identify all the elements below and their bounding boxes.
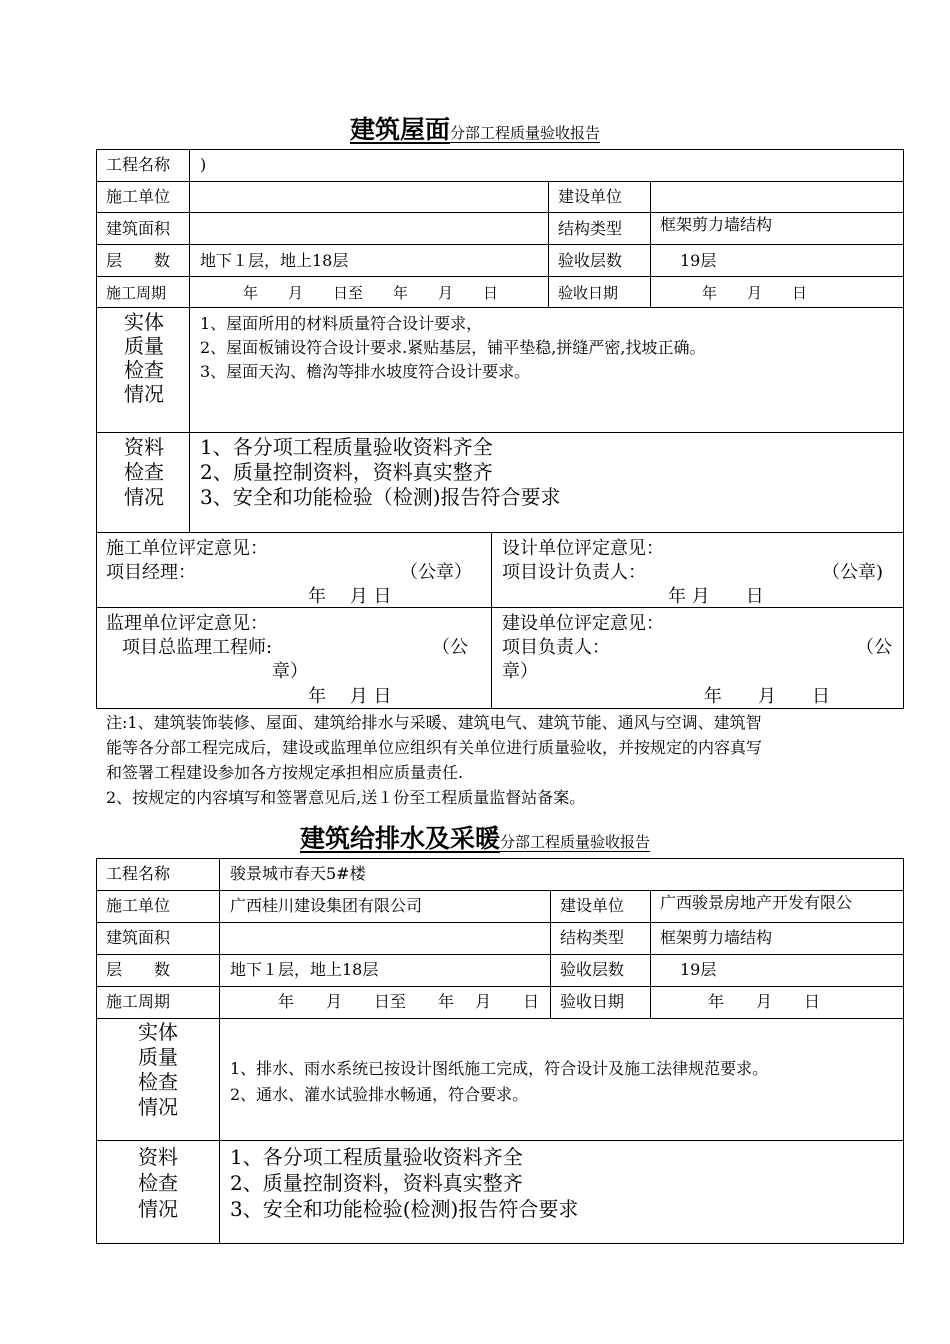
report1-entity-items bbox=[200, 312, 705, 384]
report1-project-name-value: ) bbox=[200, 155, 207, 174]
report2-accept-date-label: 验收日期 bbox=[560, 992, 625, 1011]
report2-docs-label-1: 资料 bbox=[138, 1145, 178, 1169]
report1-entity-label-4: 情况 bbox=[124, 382, 164, 406]
report2-docs-label bbox=[126, 1144, 190, 1222]
report2-project-name-value: 骏景城市春天5#楼 bbox=[230, 864, 366, 883]
report1-date-2: 年 月 日 bbox=[668, 586, 764, 607]
report1-structure-label: 结构类型 bbox=[558, 219, 623, 238]
report2-floors-value: 地下１层，地上18层 bbox=[230, 960, 379, 979]
report1-entity-label bbox=[112, 310, 176, 406]
report1-seal-4a: （公 bbox=[856, 637, 892, 658]
report1-seal-3a: （公 bbox=[432, 637, 468, 658]
report1-owner-opinion: 建设单位评定意见： bbox=[502, 613, 664, 634]
report1-project-name-label: 工程名称 bbox=[106, 155, 171, 174]
report1-floors-label: 层 数 bbox=[106, 251, 171, 270]
report2-docs-label-3: 情况 bbox=[138, 1197, 178, 1221]
note-line-2: 能等各分部工程完成后，建设或监理单位应组织有关单位进行质量验收，并按规定的内容真写 bbox=[106, 738, 763, 757]
report1-project-manager: 项目经理： bbox=[106, 562, 196, 583]
report1-title-sub: 分部工程质量验收报告 bbox=[450, 124, 601, 142]
report2-contractor-label: 施工单位 bbox=[106, 896, 171, 915]
note-line-1: 注:1、建筑装饰装修、屋面、建筑给排水与采暖、建筑电气、建筑节能、通风与空调、建筑智 bbox=[106, 713, 762, 732]
report1-docs-item-1: 1、各分项工程质量验收资料齐全 bbox=[200, 435, 493, 459]
report1-docs-label-1: 资料 bbox=[124, 435, 164, 459]
report1-accept-floors-label: 验收层数 bbox=[558, 251, 623, 270]
report1-area-label: 建筑面积 bbox=[106, 219, 171, 238]
report1-date-1: 年 月 日 bbox=[308, 586, 392, 607]
report1-seal-2: （公章) bbox=[822, 562, 884, 583]
report1-seal-4b: 章） bbox=[502, 661, 538, 682]
report2-entity-label-2: 质量 bbox=[138, 1045, 178, 1069]
report1-accept-floors-value: 19层 bbox=[680, 251, 717, 270]
report1-docs-label-2: 检查 bbox=[124, 460, 164, 484]
report2-docs-item-2: 2、质量控制资料，资料真实整齐 bbox=[230, 1171, 523, 1195]
report2-title-sub: 分部工程质量验收报告 bbox=[500, 833, 651, 851]
note-line-3: 和签署工程建设参加各方按规定承担相应质量责任. bbox=[106, 763, 464, 782]
report2-period-label: 施工周期 bbox=[106, 992, 171, 1011]
report1-structure-value: 框架剪力墙结构 bbox=[660, 215, 773, 234]
report1-accept-date-value: 年 月 日 bbox=[702, 284, 808, 302]
report2-entity-item-2: 2、通水、灌水试验排水畅通，符合要求。 bbox=[230, 1085, 529, 1104]
report2-docs-items bbox=[230, 1144, 578, 1222]
report2-accept-floors-value: 19层 bbox=[680, 960, 717, 979]
report1-seal-3b: 章） bbox=[272, 661, 308, 682]
report1-title bbox=[0, 110, 950, 146]
report1-docs-item-2: 2、质量控制资料，资料真实整齐 bbox=[200, 460, 493, 484]
report2-docs-item-1: 1、各分项工程质量验收资料齐全 bbox=[230, 1145, 523, 1169]
report2-floors-label: 层 数 bbox=[106, 960, 171, 979]
report2-period-value: 年 月 日至 年 月 日 bbox=[278, 992, 540, 1011]
report1-accept-date-label: 验收日期 bbox=[558, 284, 619, 302]
report2-docs-label-2: 检查 bbox=[138, 1171, 178, 1195]
report2-owner-value: 广西骏景房地产开发有限公 bbox=[660, 893, 853, 912]
report2-entity-label-4: 情况 bbox=[138, 1095, 178, 1119]
report2-docs-item-3: 3、安全和功能检验(检测)报告符合要求 bbox=[230, 1197, 579, 1221]
report2-structure-label: 结构类型 bbox=[560, 928, 625, 947]
report1-docs-label-3: 情况 bbox=[124, 485, 164, 509]
report1-seal-1: （公章） bbox=[400, 562, 472, 583]
report1-owner-label: 建设单位 bbox=[558, 187, 623, 206]
report1-entity-label-3: 检查 bbox=[124, 358, 164, 382]
report2-entity-label-3: 检查 bbox=[138, 1070, 178, 1094]
report1-title-main: 建筑屋面 bbox=[349, 115, 450, 144]
report1-design-opinion: 设计单位评定意见： bbox=[502, 538, 664, 559]
report2-title-main: 建筑给排水及采暖 bbox=[299, 824, 500, 853]
report2-entity-label-1: 实体 bbox=[138, 1020, 178, 1044]
report1-entity-label-2: 质量 bbox=[124, 334, 164, 358]
report2-owner-label: 建设单位 bbox=[560, 896, 625, 915]
report1-entity-label-1: 实体 bbox=[124, 310, 164, 334]
report1-supervisor-opinion: 监理单位评定意见： bbox=[106, 613, 268, 634]
report1-docs-item-3: 3、安全和功能检验（检测)报告符合要求 bbox=[200, 485, 561, 509]
report1-owner-lead: 项目负责人： bbox=[502, 637, 610, 658]
report1-docs-label bbox=[112, 435, 176, 510]
report1-entity-item-1: 1、屋面所用的材料质量符合设计要求， bbox=[200, 314, 483, 333]
report1-contractor-opinion: 施工单位评定意见： bbox=[106, 538, 268, 559]
report1-period-label: 施工周期 bbox=[106, 284, 167, 302]
report1-contractor-label: 施工单位 bbox=[106, 187, 171, 206]
report2-accept-floors-label: 验收层数 bbox=[560, 960, 625, 979]
report1-entity-item-2: 2、屋面板铺设符合设计要求.紧贴基层，铺平垫稳,拼缝严密,找坡正确。 bbox=[200, 338, 706, 357]
note-line-4: 2、按规定的内容填写和签署意见后,送１份至工程质量监督站备案。 bbox=[106, 788, 586, 807]
report1-floors-value: 地下１层，地上18层 bbox=[200, 251, 349, 270]
report1-period-value: 年 月 日至 年 月 日 bbox=[243, 284, 499, 302]
notes bbox=[106, 710, 916, 810]
report2-structure-value: 框架剪力墙结构 bbox=[660, 928, 773, 947]
report2-entity-items bbox=[230, 1056, 768, 1108]
report2-title bbox=[0, 819, 950, 855]
report1-chief-supervisor: 项目总监理工程师: bbox=[122, 637, 273, 658]
report2-area-label: 建筑面积 bbox=[106, 928, 171, 947]
report2-entity-label bbox=[126, 1020, 190, 1120]
report2-entity-item-1: 1、排水、雨水系统已按设计图纸施工完成，符合设计及施工法律规范要求。 bbox=[230, 1059, 769, 1078]
report1-date-3: 年 月 日 bbox=[308, 686, 392, 707]
report1-entity-item-3: 3、屋面天沟、檐沟等排水坡度符合设计要求。 bbox=[200, 362, 531, 381]
report2-project-name-label: 工程名称 bbox=[106, 864, 171, 883]
report2-accept-date-value: 年 月 日 bbox=[708, 992, 821, 1011]
report2-contractor-value: 广西桂川建设集团有限公司 bbox=[230, 896, 423, 915]
report1-date-4: 年 月 日 bbox=[704, 686, 830, 707]
report1-docs-items bbox=[200, 435, 561, 510]
report1-design-lead: 项目设计负责人： bbox=[502, 562, 646, 583]
